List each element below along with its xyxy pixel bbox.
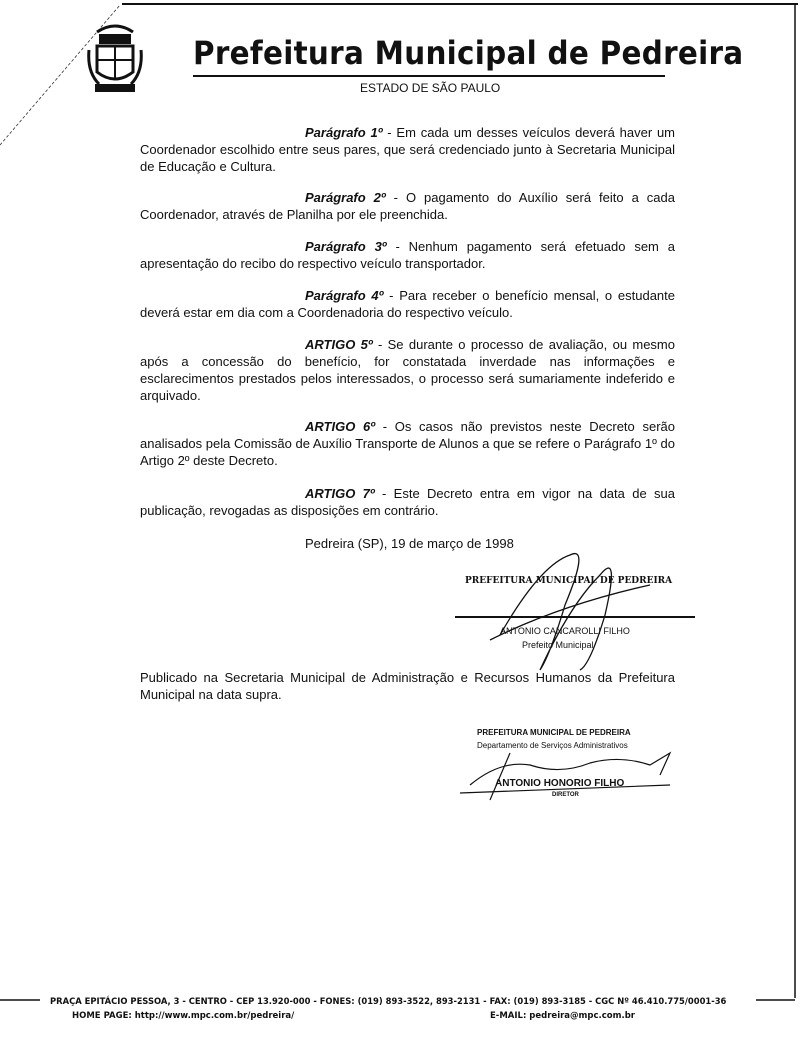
paragraph-text: - O pagamento do Auxílio será feito a cada Coordenador, através de Planilha por ele preenchida.	[140, 190, 676, 222]
paragraph-text: - Em cada um desses veículos deverá haver um Coordenador escolhido entre seus pares, que será credenciado junto à Secretaria Municipal de Educação e Cultura.	[140, 125, 676, 174]
published-note: Publicado na Secretaria Municipal de Administração e Recursos Humanos da Prefeitura Municipal na data supra.	[140, 670, 675, 702]
header-title: Prefeitura Municipal de Pedreira	[193, 34, 744, 72]
footer-homepage: HOME PAGE: http://www.mpc.com.br/pedreira/	[72, 1011, 295, 1021]
paragraph-lead: ARTIGO 5º	[305, 337, 373, 352]
paragraph-3	[140, 238, 675, 272]
artigo-5	[140, 336, 675, 404]
signature2-name: ANTONIO HONORIO FILHO	[495, 778, 625, 789]
municipal-seal-logo	[85, 22, 145, 100]
header-subtitle: ESTADO DE SÃO PAULO	[360, 81, 501, 95]
signature2-dept: Departamento de Serviços Administrativos	[477, 741, 628, 750]
paragraph-text: - Se durante o processo de avaliação, ou mesmo após a concessão do benefício, for constatada inverdade nas informações e esclarecimentos prestados pelos interessados, o processo será sumariamente indeferido e arquivado.	[140, 337, 675, 403]
signature1-org: PREFEITURA MUNICIPAL DE PEDREIRA	[465, 576, 673, 586]
paragraph-lead: Parágrafo 2º	[305, 190, 386, 205]
paragraph-lead: ARTIGO 7º	[305, 486, 375, 501]
paragraph-2	[140, 189, 675, 223]
signature2-role: DIRETOR	[552, 792, 579, 798]
paragraph-lead: Parágrafo 1º	[305, 125, 383, 140]
paragraph-lead: ARTIGO 6º	[305, 419, 375, 434]
paragraph-text: - Para receber o benefício mensal, o estudante deverá estar em dia com a Coordenadoria do respectivo veículo.	[140, 288, 675, 320]
signature1-role: Prefeito Municipal	[522, 640, 594, 650]
header-underline	[193, 75, 665, 77]
footer-email: E-MAIL: pedreira@mpc.com.br	[490, 1011, 635, 1021]
paragraph-lead: Parágrafo 4º	[305, 288, 384, 303]
artigo-6	[140, 418, 675, 469]
paragraph-lead: Parágrafo 3º	[305, 239, 387, 254]
artigo-7	[140, 485, 675, 519]
paragraph-text: - Os casos não previstos neste Decreto serão analisados pela Comissão de Auxílio Transporte de Alunos a que se refere o Parágrafo 1º do Artigo 2º deste Decreto.	[140, 419, 675, 468]
signature1-handwriting	[480, 545, 660, 675]
signature1-name: ANTONIO CANCAROLLI FILHO	[500, 626, 630, 636]
paragraph-4	[140, 287, 675, 321]
date-line: Pedreira (SP), 19 de março de 1998	[305, 536, 514, 551]
paragraph-1	[140, 124, 675, 175]
footer-address: PRAÇA EPITÁCIO PESSOA, 3 - CENTRO - CEP 13.920-000 - FONES: (019) 893-3522, 893-2131 - FAX: (019) 893-3185 - CGC Nº 46.410.775/0001-36	[50, 996, 727, 1006]
paragraph-text: - Nenhum pagamento será efetuado sem a apresentação do recibo do respectivo veículo transportador.	[140, 239, 675, 271]
signature2-org: PREFEITURA MUNICIPAL DE PEDREIRA	[477, 728, 631, 737]
paragraph-text: - Este Decreto entra em vigor na data de sua publicação, revogadas as disposições em contrário.	[140, 486, 675, 518]
